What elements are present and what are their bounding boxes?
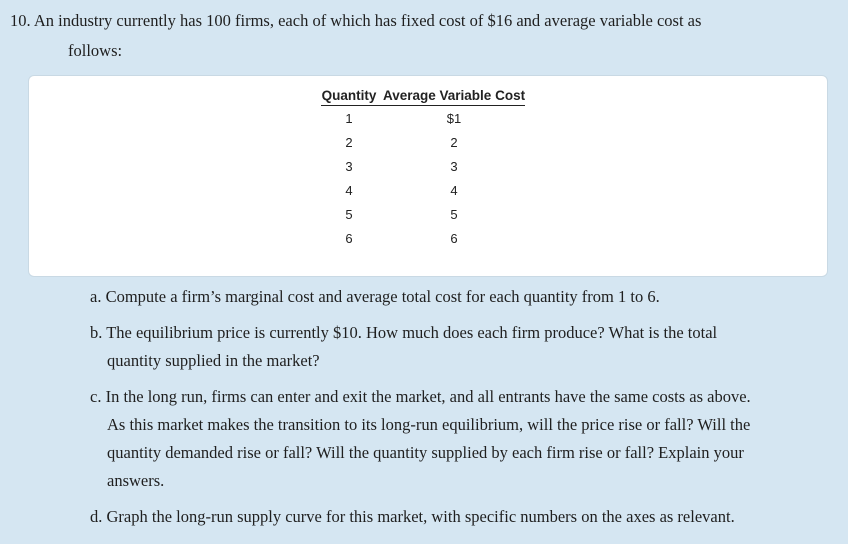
question-intro-line-2: follows: xyxy=(68,41,123,60)
avc-table xyxy=(321,86,525,250)
question-parts xyxy=(90,283,830,539)
part-a xyxy=(90,283,830,311)
part-b-line-2: quantity supplied in the market? xyxy=(107,351,320,370)
quantity-cell: 4 xyxy=(345,182,353,198)
quantity-cell: 5 xyxy=(345,206,353,222)
table-row xyxy=(321,202,525,226)
part-c xyxy=(90,383,830,495)
avc-cell: 6 xyxy=(450,230,458,246)
avc-cell: $1 xyxy=(446,110,462,126)
quantity-cell: 6 xyxy=(345,230,353,246)
part-c-line-3: quantity demanded rise or fall? Will the quantity supplied by each firm rise or fall? Explain your xyxy=(107,443,744,462)
part-c-line-4: answers. xyxy=(107,471,165,490)
table-row xyxy=(321,130,525,154)
part-a-line-1: a. Compute a firm’s marginal cost and average total cost for each quantity from 1 to 6. xyxy=(90,287,660,306)
table-row xyxy=(321,154,525,178)
table-row xyxy=(321,106,525,131)
part-b-line-1: b. The equilibrium price is currently $10. How much does each firm produce? What is the total xyxy=(90,323,718,342)
question-intro xyxy=(10,6,830,66)
avc-cell: 3 xyxy=(450,158,458,174)
table-header-row xyxy=(321,86,525,106)
table-row xyxy=(321,226,525,250)
quantity-cell: 3 xyxy=(345,158,353,174)
quantity-column-header: Quantity xyxy=(321,86,383,106)
part-b xyxy=(90,319,830,375)
avc-column-header: Average Variable Cost xyxy=(383,86,525,106)
avc-cell: 5 xyxy=(450,206,458,222)
quantity-cell: 1 xyxy=(345,110,353,126)
table-row xyxy=(321,178,525,202)
part-d-line-1: d. Graph the long-run supply curve for this market, with specific numbers on the axes as relevant. xyxy=(90,507,735,526)
quantity-cell: 2 xyxy=(345,134,353,150)
part-c-line-2: As this market makes the transition to its long-run equilibrium, will the price rise or fall? Will the xyxy=(107,415,751,434)
part-c-line-1: c. In the long run, firms can enter and exit the market, and all entrants have the same costs as above. xyxy=(90,387,751,406)
part-d xyxy=(90,503,830,531)
avc-cell: 2 xyxy=(450,134,458,150)
avc-cell: 4 xyxy=(450,182,458,198)
cost-table-card xyxy=(28,75,828,277)
question-intro-line-1: 10. An industry currently has 100 firms, each of which has fixed cost of $16 and average variable cost as xyxy=(10,11,702,30)
